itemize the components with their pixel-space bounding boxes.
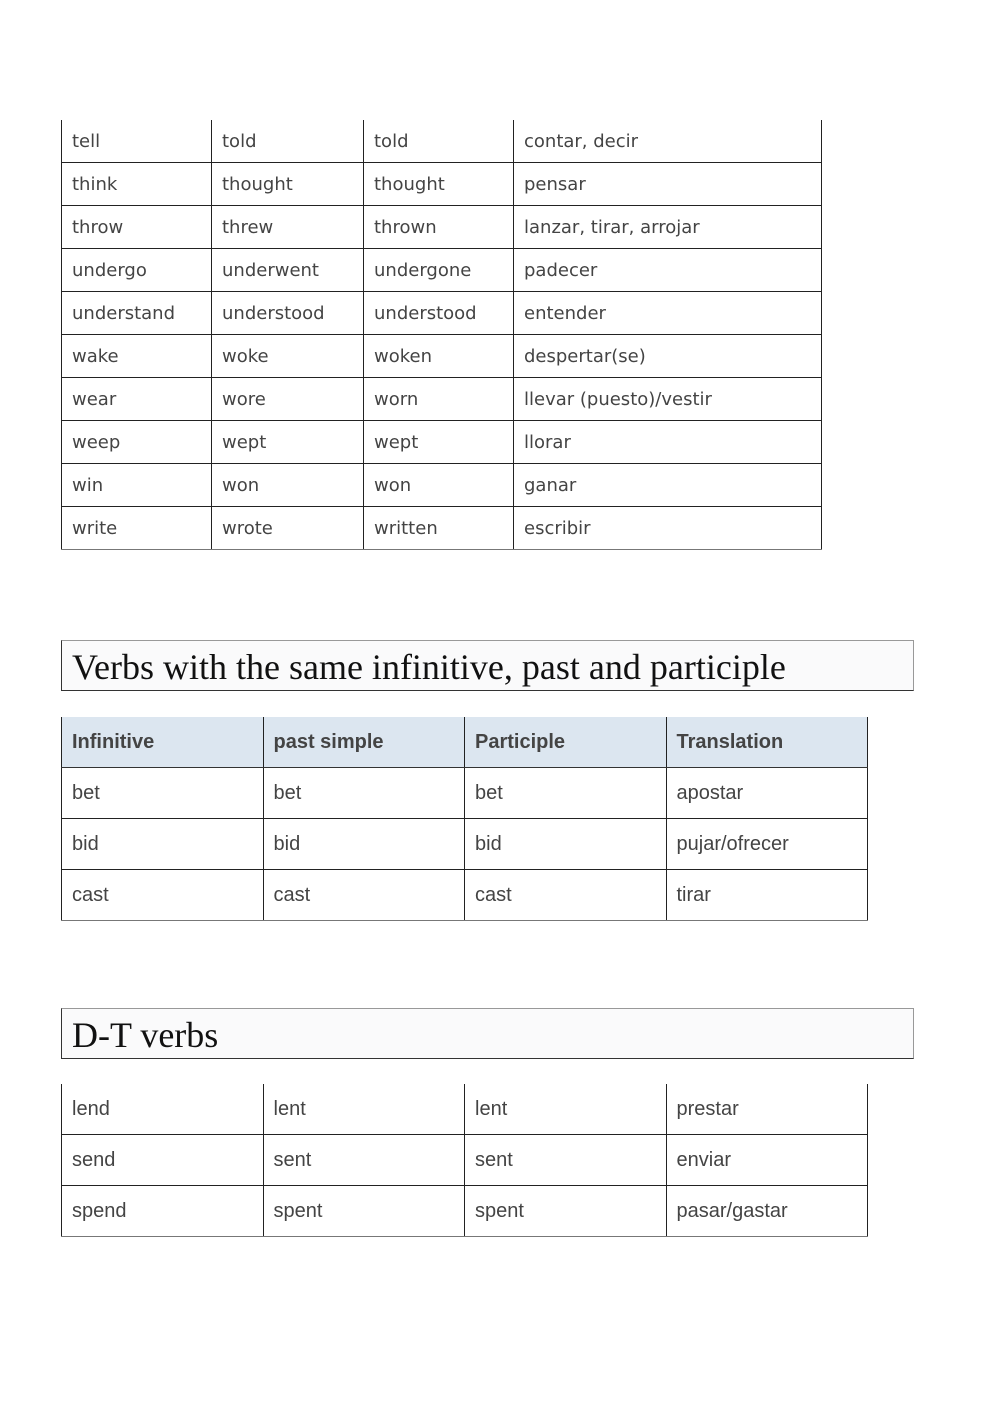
participle-cell: thought [364,163,514,206]
participle-cell: told [364,120,514,163]
table-header-row [62,717,868,768]
translation-cell: llevar (puesto)/vestir [514,378,822,421]
participle-cell: cast [465,870,667,921]
past-simple-cell: spent [263,1186,465,1237]
past-simple-cell: wrote [212,507,364,550]
table-row [62,464,822,507]
translation-cell: apostar [666,768,868,819]
column-header-past-simple: past simple [263,717,465,768]
past-simple-cell: cast [263,870,465,921]
participle-cell: lent [465,1084,667,1135]
table-row [62,163,822,206]
table-row [62,249,822,292]
past-simple-cell: thought [212,163,364,206]
table-row [62,1135,868,1186]
translation-cell: tirar [666,870,868,921]
table-row [62,335,822,378]
dt-verbs-table [61,1084,868,1237]
infinitive-cell: undergo [62,249,212,292]
participle-cell: written [364,507,514,550]
table-row [62,507,822,550]
participle-cell: undergone [364,249,514,292]
translation-cell: pujar/ofrecer [666,819,868,870]
translation-cell: prestar [666,1084,868,1135]
table-row [62,768,868,819]
table-row [62,378,822,421]
table-row [62,1084,868,1135]
infinitive-cell: tell [62,120,212,163]
past-simple-cell: wore [212,378,364,421]
past-simple-cell: told [212,120,364,163]
participle-cell: bid [465,819,667,870]
past-simple-cell: bet [263,768,465,819]
infinitive-cell: win [62,464,212,507]
infinitive-cell: write [62,507,212,550]
translation-cell: lanzar, tirar, arrojar [514,206,822,249]
section-heading-same-forms: Verbs with the same infinitive, past and participle [61,640,914,691]
infinitive-cell: cast [62,870,264,921]
column-header-translation: Translation [666,717,868,768]
translation-cell: pasar/gastar [666,1186,868,1237]
past-simple-cell: won [212,464,364,507]
table-row [62,870,868,921]
infinitive-cell: understand [62,292,212,335]
infinitive-cell: wear [62,378,212,421]
translation-cell: pensar [514,163,822,206]
participle-cell: won [364,464,514,507]
translation-cell: llorar [514,421,822,464]
infinitive-cell: throw [62,206,212,249]
table-row [62,421,822,464]
participle-cell: wept [364,421,514,464]
table-row [62,206,822,249]
infinitive-cell: send [62,1135,264,1186]
table-row [62,819,868,870]
irregular-verbs-table [61,120,822,550]
translation-cell: enviar [666,1135,868,1186]
section-heading-dt-verbs: D-T verbs [61,1008,914,1059]
infinitive-cell: weep [62,421,212,464]
infinitive-cell: think [62,163,212,206]
infinitive-cell: wake [62,335,212,378]
table-row [62,120,822,163]
column-header-infinitive: Infinitive [62,717,264,768]
past-simple-cell: understood [212,292,364,335]
translation-cell: escribir [514,507,822,550]
participle-cell: spent [465,1186,667,1237]
past-simple-cell: bid [263,819,465,870]
participle-cell: sent [465,1135,667,1186]
past-simple-cell: underwent [212,249,364,292]
past-simple-cell: threw [212,206,364,249]
participle-cell: worn [364,378,514,421]
past-simple-cell: lent [263,1084,465,1135]
participle-cell: thrown [364,206,514,249]
past-simple-cell: woke [212,335,364,378]
participle-cell: understood [364,292,514,335]
infinitive-cell: bet [62,768,264,819]
past-simple-cell: sent [263,1135,465,1186]
table-row [62,292,822,335]
same-forms-table [61,717,868,921]
infinitive-cell: bid [62,819,264,870]
participle-cell: woken [364,335,514,378]
column-header-participle: Participle [465,717,667,768]
infinitive-cell: lend [62,1084,264,1135]
translation-cell: ganar [514,464,822,507]
table-row [62,1186,868,1237]
past-simple-cell: wept [212,421,364,464]
translation-cell: padecer [514,249,822,292]
infinitive-cell: spend [62,1186,264,1237]
participle-cell: bet [465,768,667,819]
translation-cell: entender [514,292,822,335]
translation-cell: contar, decir [514,120,822,163]
translation-cell: despertar(se) [514,335,822,378]
